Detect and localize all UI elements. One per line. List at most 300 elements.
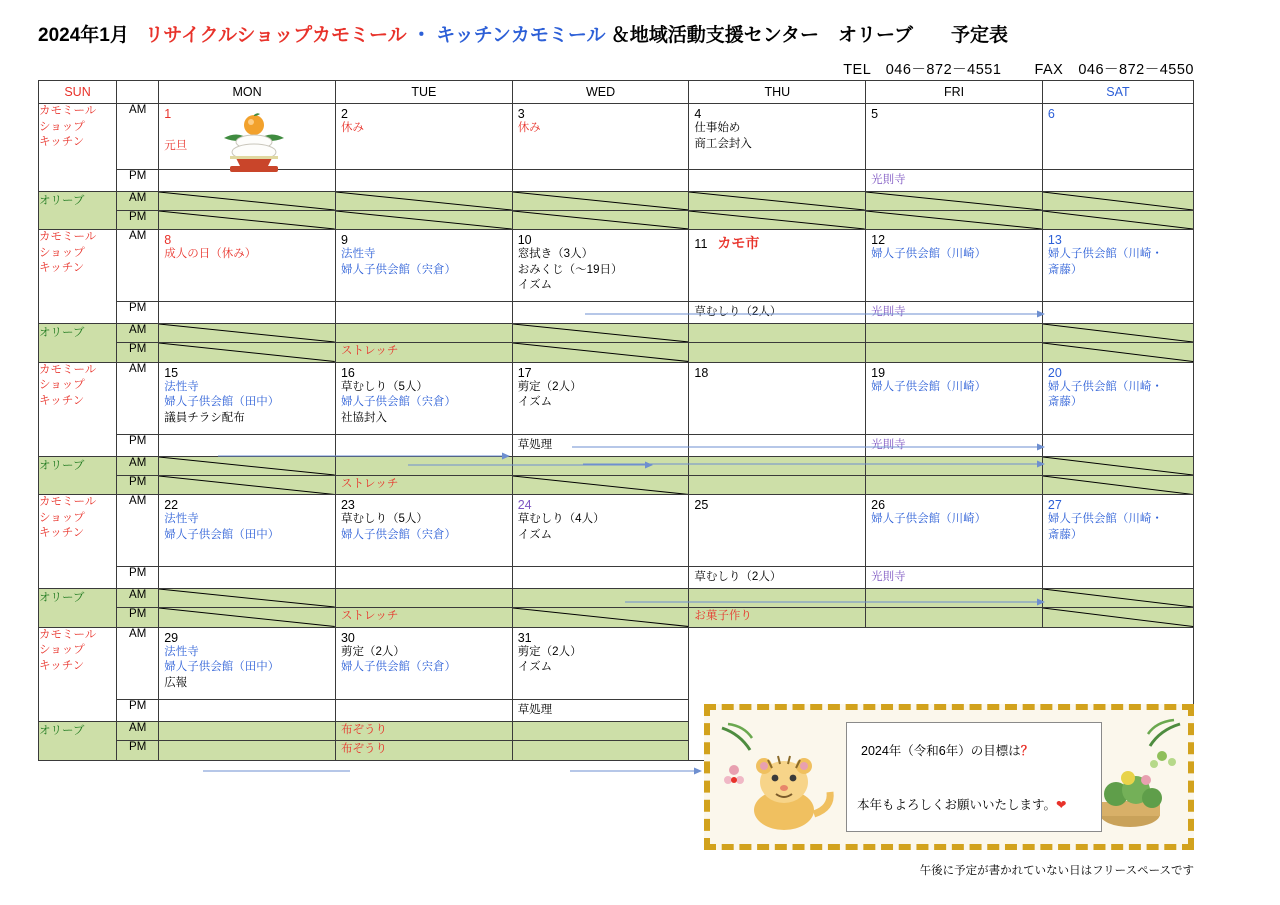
day-cell-4 (689, 104, 866, 170)
day-cell-pm (1042, 567, 1193, 589)
event-text: 草処理 (517, 703, 553, 716)
event-text: 草むしり（4人） (517, 513, 605, 526)
ampm-pm: PM (117, 211, 159, 230)
dow-tue: TUE (335, 81, 512, 104)
day-cell-8 (159, 230, 336, 302)
olive-slot (512, 192, 689, 211)
day-number: 27 (1047, 498, 1062, 513)
day-cell-10 (512, 230, 689, 302)
olive-slot (159, 721, 336, 741)
day-number: 16 (340, 365, 355, 380)
event-text: 婦人子供会館（田中） (164, 661, 280, 674)
strike-line (513, 211, 689, 229)
table-row (39, 567, 1194, 589)
day-cell-24 (512, 495, 689, 567)
olive-slot (512, 324, 689, 343)
row-label-olive: オリーブ (39, 324, 117, 363)
day-number: 31 (517, 630, 532, 645)
event-text: 広報 (164, 676, 188, 689)
dow-mon: MON (159, 81, 336, 104)
olive-slot (335, 343, 512, 363)
day-cell-pm (512, 567, 689, 589)
ampm-pm: PM (117, 475, 159, 495)
ampm-am: AM (117, 362, 159, 434)
day-number: 17 (517, 365, 532, 380)
event-text: 斎藤） (1047, 263, 1083, 276)
strike-line (513, 343, 689, 362)
dow-sat: SAT (1042, 81, 1193, 104)
label-line-2: ショップ (39, 644, 85, 657)
olive-slot (512, 741, 689, 761)
strike-line (159, 192, 335, 210)
day-number: 22 (164, 498, 179, 513)
strike-line (159, 476, 335, 495)
olive-slot (335, 324, 512, 343)
olive-slot (1042, 456, 1193, 475)
day-cell-23 (335, 495, 512, 567)
day-cell-pm (689, 434, 866, 456)
day-cell-pm (512, 699, 689, 721)
day-cell-22 (159, 495, 336, 567)
label-line-3: キッチン (39, 262, 85, 275)
row-label-olive: オリーブ (39, 192, 117, 230)
olive-slot (159, 211, 336, 230)
day-cell-2 (335, 104, 512, 170)
day-cell-30 (335, 627, 512, 699)
schedule-table (38, 80, 1194, 761)
event-text: イズム (517, 661, 553, 674)
event-text: 社協封入 (340, 411, 387, 424)
day-number: 1 (164, 107, 172, 121)
olive-slot (866, 608, 1043, 628)
ampm-pm: PM (117, 343, 159, 363)
day-number: 15 (164, 365, 179, 380)
day-cell-pm (1042, 302, 1193, 324)
event-text: 商工会封入 (694, 137, 752, 150)
day-number: 26 (871, 498, 886, 513)
ampm-pm: PM (117, 699, 159, 721)
title-dot: ・ (411, 25, 431, 46)
day-cell-9 (335, 230, 512, 302)
table-row (39, 456, 1194, 475)
newyear-greeting-card (704, 704, 1194, 850)
label-line-1: カモミール (39, 105, 97, 117)
day-cell-15 (159, 362, 336, 434)
continuation-arrow (570, 767, 702, 776)
event-text: 婦人子供会館（川崎） (871, 513, 987, 526)
strike-line (513, 192, 689, 210)
event-text: 婦人子供会館（宍倉） (340, 528, 456, 541)
greeting-line (857, 795, 1067, 813)
label-line-1: カモミール (39, 496, 97, 509)
table-row (39, 608, 1194, 628)
olive-slot (866, 456, 1043, 475)
olive-slot (159, 324, 336, 343)
event-text: 婦人子供会館（宍倉） (340, 661, 456, 674)
day-number: 6 (1047, 107, 1055, 121)
event-text: 議員チラシ配布 (164, 411, 245, 424)
strike-line (1043, 211, 1193, 229)
label-line-2: ショップ (39, 379, 85, 392)
strike-line (513, 476, 689, 495)
day-cell-19 (866, 362, 1043, 434)
row-label-olive: オリーブ (39, 589, 117, 628)
goal-line (861, 741, 1033, 759)
strike-line (689, 211, 865, 229)
olive-slot (512, 456, 689, 475)
olive-slot (1042, 324, 1193, 343)
ampm-pm: PM (117, 608, 159, 628)
day-cell-pm (335, 302, 512, 324)
event-text: 元旦 (164, 140, 188, 153)
day-cell-20 (1042, 362, 1193, 434)
event-text: 婦人子供会館（川崎・ (1047, 248, 1163, 261)
olive-slot (689, 608, 866, 628)
olive-slot (512, 475, 689, 495)
continuation-arrow (203, 767, 350, 776)
olive-slot (159, 192, 336, 211)
table-row (39, 104, 1194, 170)
day-number: 10 (517, 233, 532, 247)
day-number: 2 (340, 107, 348, 121)
ampm-am: AM (117, 627, 159, 699)
event-text: 婦人子供会館（川崎・ (1047, 513, 1163, 526)
day-cell-16 (335, 362, 512, 434)
day-cell-17 (512, 362, 689, 434)
olive-slot (335, 741, 512, 761)
goal-text: 2024年（令和6年）の目標は (861, 744, 1021, 758)
strike-line (513, 324, 689, 342)
day-cell-pm (689, 567, 866, 589)
strike-line (159, 324, 335, 342)
ampm-pm: PM (117, 741, 159, 761)
olive-slot (512, 608, 689, 628)
dow-blank (117, 81, 159, 104)
event-text: 布ぞうり (340, 723, 387, 736)
olive-slot (159, 741, 336, 761)
day-number: 12 (871, 233, 886, 247)
day-cell-pm (866, 170, 1043, 192)
label-line-2: ショップ (39, 511, 85, 524)
day-cell-pm (335, 567, 512, 589)
olive-slot (866, 475, 1043, 495)
strike-line (866, 192, 1042, 210)
day-cell-pm (512, 302, 689, 324)
strike-line (513, 608, 689, 627)
ampm-am: AM (117, 589, 159, 608)
olive-slot (512, 589, 689, 608)
strike-line (1043, 589, 1193, 607)
ampm-am: AM (117, 456, 159, 475)
label-line-1: カモミール (39, 231, 97, 243)
day-cell-3 (512, 104, 689, 170)
event-text: 法性寺 (164, 380, 199, 393)
day-number: 9 (340, 233, 348, 247)
event-text: 婦人子供会館（田中） (164, 396, 280, 409)
day-cell-26 (866, 495, 1043, 567)
day-cell-pm (159, 434, 336, 456)
olive-slot (1042, 475, 1193, 495)
table-row (39, 211, 1194, 230)
olive-slot (159, 456, 336, 475)
day-cell-pm (335, 434, 512, 456)
ampm-am: AM (117, 192, 159, 211)
olive-slot (689, 324, 866, 343)
day-number: 20 (1047, 365, 1062, 380)
row-label-olive: オリーブ (39, 721, 117, 760)
strike-line (1043, 608, 1193, 627)
event-text: 剪定（2人） (340, 645, 405, 658)
kagami-mochi-illustration (218, 112, 290, 174)
day-cell-27 (1042, 495, 1193, 567)
olive-slot (1042, 192, 1193, 211)
event-text: 婦人子供会館（田中） (164, 528, 280, 541)
day-cell-25 (689, 495, 866, 567)
tiger-illustration (718, 718, 838, 836)
day-number: 24 (517, 498, 532, 513)
row-label-kamomile (39, 627, 117, 721)
table-header-row (39, 81, 1194, 104)
event-text: 婦人子供会館（川崎） (871, 380, 987, 393)
table-row (39, 434, 1194, 456)
title-month: 2024年1月 (38, 25, 129, 46)
ampm-am: AM (117, 230, 159, 302)
olive-slot (689, 475, 866, 495)
ampm-am: AM (117, 721, 159, 741)
strike-line (1043, 192, 1193, 210)
olive-slot (159, 608, 336, 628)
olive-slot (159, 343, 336, 363)
olive-slot (512, 343, 689, 363)
day-number: 8 (164, 233, 172, 247)
ampm-pm: PM (117, 434, 159, 456)
day-cell-pm (1042, 170, 1193, 192)
olive-slot (689, 589, 866, 608)
strike-line (866, 211, 1042, 229)
olive-slot (866, 589, 1043, 608)
row-label-olive: オリーブ (39, 456, 117, 495)
day-number: 4 (694, 107, 702, 121)
title-center: ＆地域活動支援センター オリーブ 予定表 (610, 25, 1009, 46)
day-cell-pm (159, 567, 336, 589)
olive-slot (689, 192, 866, 211)
table-row (39, 343, 1194, 363)
table-row (39, 324, 1194, 343)
label-line-2: ショップ (39, 120, 85, 133)
day-cell-12 (866, 230, 1043, 302)
table-row (39, 230, 1194, 302)
day-cell-pm (335, 699, 512, 721)
fax-text: FAX 046－872－4550 (1034, 62, 1194, 78)
row-label-kamomile (39, 104, 117, 192)
day-cell-pm (335, 170, 512, 192)
ampm-am: AM (117, 324, 159, 343)
day-cell-29 (159, 627, 336, 699)
strike-line (1043, 476, 1193, 495)
day-cell-5 (866, 104, 1043, 170)
event-text: 布ぞうり (340, 743, 387, 756)
olive-slot (689, 211, 866, 230)
table-row (39, 589, 1194, 608)
day-cell-pm (512, 170, 689, 192)
strike-line (336, 211, 512, 229)
olive-slot (866, 211, 1043, 230)
olive-slot (335, 721, 512, 741)
event-text: 光則寺 (871, 438, 906, 451)
label-line-1: カモミール (39, 628, 97, 641)
event-text: 剪定（2人） (517, 380, 582, 393)
day-number: 13 (1047, 233, 1062, 247)
olive-slot (512, 721, 689, 741)
event-text: 草むしり（5人） (340, 380, 428, 393)
olive-slot (689, 343, 866, 363)
strike-line (159, 589, 335, 607)
strike-line (1043, 457, 1193, 475)
olive-slot (159, 475, 336, 495)
olive-slot (689, 456, 866, 475)
event-text: 成人の日（休み） (164, 248, 257, 261)
row-label-kamomile (39, 230, 117, 324)
event-text: 婦人子供会館（宍倉） (340, 263, 456, 276)
greeting-text: 本年もよろしくお願いいたします。 (857, 798, 1057, 812)
day-cell-pm (1042, 434, 1193, 456)
event-text: 婦人子供会館（宍倉） (340, 396, 456, 409)
event-text: イズム (517, 279, 553, 292)
dow-wed: WED (512, 81, 689, 104)
day-cell-pm (866, 434, 1043, 456)
olive-slot (866, 192, 1043, 211)
page-title (38, 20, 1008, 47)
table-row (39, 475, 1194, 495)
day-cell-11 (689, 230, 866, 302)
day-number: 30 (340, 630, 355, 645)
event-text: 婦人子供会館（川崎） (871, 248, 987, 261)
event-text: 休み (340, 122, 364, 135)
event-text: 光則寺 (871, 571, 906, 584)
day-cell-pm (689, 302, 866, 324)
strike-line (159, 211, 335, 229)
day-number: 18 (694, 365, 709, 380)
day-cell-pm (866, 302, 1043, 324)
event-text: 仕事始め (694, 122, 741, 135)
event-text: 草むしり（2人） (694, 571, 782, 584)
question-mark-icon: ？ (1020, 744, 1034, 758)
ampm-pm: PM (117, 302, 159, 324)
label-line-3: キッチン (39, 136, 85, 149)
row-label-kamomile (39, 362, 117, 456)
strike-line (1043, 343, 1193, 362)
tel-text: TEL 046－872－4551 (843, 62, 1002, 78)
olive-slot (1042, 211, 1193, 230)
ampm-pm: PM (117, 567, 159, 589)
label-line-3: キッチン (39, 527, 85, 540)
event-text: 剪定（2人） (517, 645, 582, 658)
event-text: 斎藤） (1047, 528, 1083, 541)
olive-slot (1042, 589, 1193, 608)
goal-text-panel (846, 722, 1102, 832)
day-number: 25 (694, 498, 709, 513)
title-shop: リサイクルショップカモミール (144, 25, 407, 46)
event-text: 光則寺 (871, 306, 906, 318)
day-number: 23 (340, 498, 355, 513)
event-text: おみくじ（～19日） (517, 263, 623, 276)
day-number: 11 (694, 237, 708, 251)
dow-sun: SUN (39, 81, 117, 104)
olive-slot (1042, 608, 1193, 628)
day-number: 29 (164, 630, 179, 645)
table-row (39, 627, 1194, 699)
table-row (39, 495, 1194, 567)
event-text: 光則寺 (871, 174, 906, 186)
heart-icon: ❤ (1056, 798, 1067, 812)
day-cell-pm (866, 567, 1043, 589)
ampm-am: AM (117, 104, 159, 170)
ampm-am: AM (117, 495, 159, 567)
dow-thu: THU (689, 81, 866, 104)
ampm-pm: PM (117, 170, 159, 192)
olive-slot (335, 211, 512, 230)
event-text: 法性寺 (164, 645, 199, 658)
olive-slot (335, 192, 512, 211)
olive-slot (335, 589, 512, 608)
footnote-text: 午後に予定が書かれていない日はフリースペースです (919, 865, 1194, 877)
day-cell-6 (1042, 104, 1193, 170)
strike-line (689, 192, 865, 210)
day-cell-31 (512, 627, 689, 699)
kamo-market-badge: カモ市 (717, 235, 760, 251)
day-cell-pm (159, 302, 336, 324)
olive-slot (512, 211, 689, 230)
olive-slot (159, 589, 336, 608)
olive-slot (335, 456, 512, 475)
olive-slot (866, 324, 1043, 343)
strike-line (336, 192, 512, 210)
day-cell-18 (689, 362, 866, 434)
day-cell-13 (1042, 230, 1193, 302)
label-line-3: キッチン (39, 394, 85, 407)
title-kitchen: キッチンカモミール (436, 25, 606, 46)
label-line-1: カモミール (39, 363, 97, 376)
olive-slot (866, 343, 1043, 363)
contact-info (843, 58, 1194, 79)
event-text: 草むしり（5人） (340, 513, 428, 526)
day-cell-pm (159, 699, 336, 721)
event-text: 草むしり（2人） (694, 306, 782, 318)
row-label-kamomile (39, 495, 117, 589)
event-text: 窓拭き（3人） (517, 248, 594, 261)
strike-line (159, 343, 335, 362)
table-row (39, 170, 1194, 192)
day-number: 19 (871, 365, 886, 380)
table-row (39, 362, 1194, 434)
day-number: 5 (871, 107, 879, 121)
event-text: お菓子作り (694, 610, 752, 623)
label-line-2: ショップ (39, 246, 85, 259)
table-row (39, 192, 1194, 211)
event-text: ストレッチ (340, 345, 399, 357)
event-text: 法性寺 (164, 513, 199, 526)
label-line-3: キッチン (39, 659, 85, 672)
event-text: ストレッチ (340, 477, 399, 490)
strike-line (1043, 324, 1193, 342)
event-text: イズム (517, 396, 553, 409)
olive-slot (1042, 343, 1193, 363)
strike-line (159, 608, 335, 627)
event-text: ストレッチ (340, 610, 399, 623)
olive-slot (335, 608, 512, 628)
dow-fri: FRI (866, 81, 1043, 104)
day-number: 3 (517, 107, 525, 121)
